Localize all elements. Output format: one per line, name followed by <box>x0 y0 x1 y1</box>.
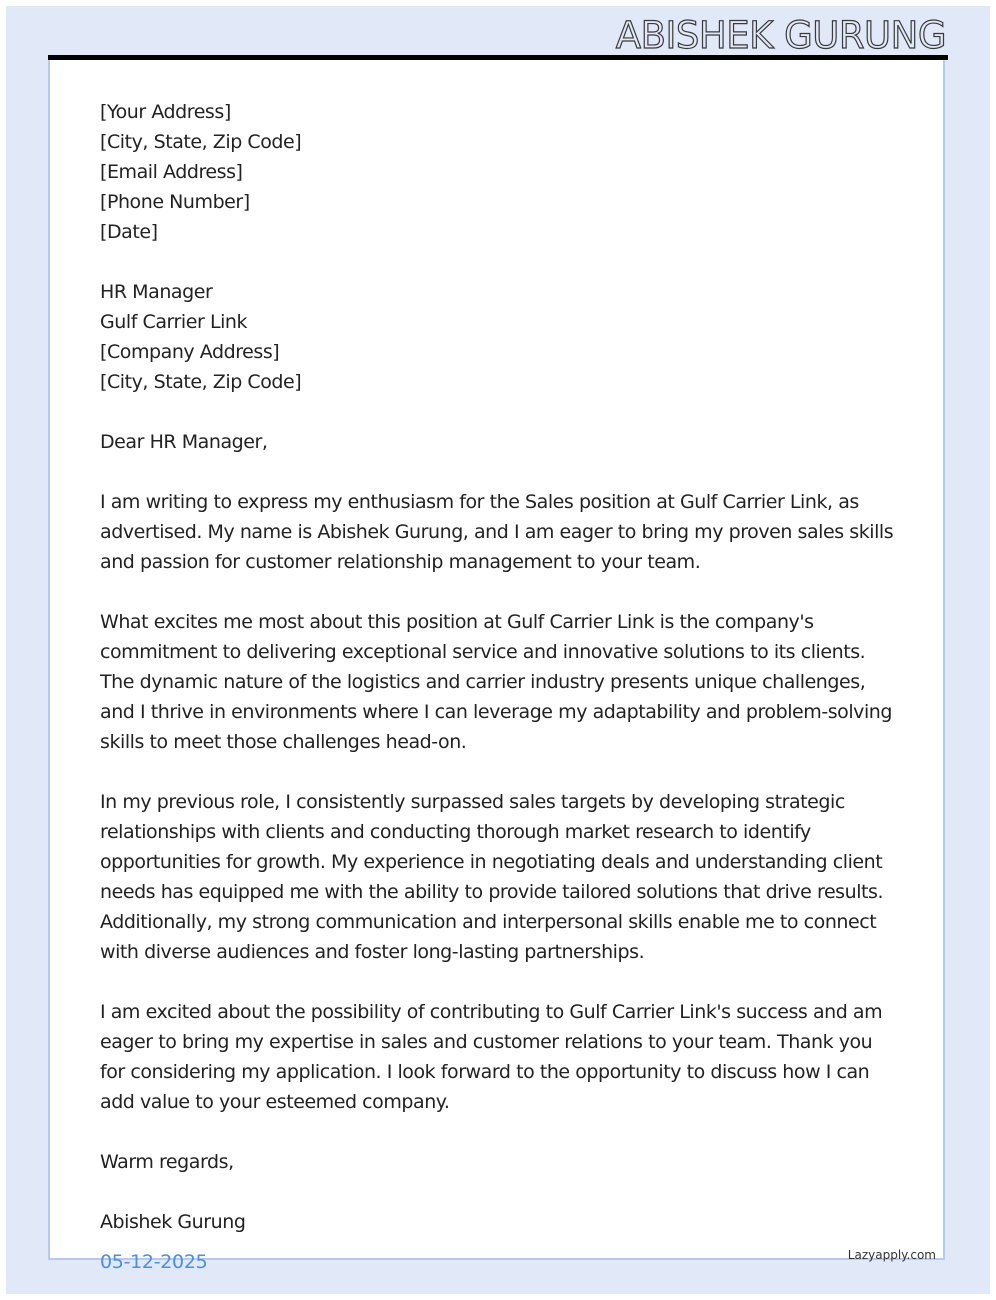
body-paragraph-1: I am writing to express my enthusiasm for the Sales position at Gulf Carrier Link, as advertised. My name is Abishek Gurung, and I am eager to bring my proven sales skills and passion for customer relationship management to your team. <box>100 491 894 573</box>
signature: Abishek Gurung <box>100 1211 246 1233</box>
sender-email: [Email Address] <box>100 161 243 183</box>
body-paragraph-3: In my previous role, I consistently surpassed sales targets by developing strategic relationships with clients and conducting thorough market research to identify opportunities for growth. My experience in negotiating deals and understanding client needs has equipped me with the ability to provide tailored solutions that drive results. Additionally, my strong communication and interpersonal skills enable me to connect with diverse audiences and foster long-lasting partnerships. <box>100 791 884 963</box>
closing: Warm regards, <box>100 1151 234 1173</box>
sender-date: [Date] <box>100 221 158 243</box>
applicant-name-header: ABISHEK GURUNG <box>615 14 946 57</box>
cover-letter-body <box>100 97 900 1237</box>
sender-phone: [Phone Number] <box>100 191 250 213</box>
recipient-address: [Company Address] <box>100 341 280 363</box>
salutation: Dear HR Manager, <box>100 431 268 453</box>
sender-city-state-zip: [City, State, Zip Code] <box>100 131 302 153</box>
brand-watermark: Lazyapply.com <box>847 1248 936 1262</box>
body-paragraph-2: What excites me most about this position at Gulf Carrier Link is the company's commitment to delivering exceptional service and innovative solutions to its clients. The dynamic nature of the logistics and carrier industry presents unique challenges, and I thrive in environments where I can leverage my adaptability and problem-solving skills to meet those challenges head-on. <box>100 611 892 753</box>
footer-date: 05-12-2025 <box>100 1251 208 1273</box>
recipient-company: Gulf Carrier Link <box>100 311 248 333</box>
sender-address: [Your Address] <box>100 101 231 123</box>
body-paragraph-4: I am excited about the possibility of contributing to Gulf Carrier Link's success and am eager to bring my expertise in sales and customer relations to your team. Thank you for considering my application. I look forward to the opportunity to discuss how I can add value to your esteemed company. <box>100 1001 883 1113</box>
recipient-city-state-zip: [City, State, Zip Code] <box>100 371 302 393</box>
recipient-title: HR Manager <box>100 281 213 303</box>
